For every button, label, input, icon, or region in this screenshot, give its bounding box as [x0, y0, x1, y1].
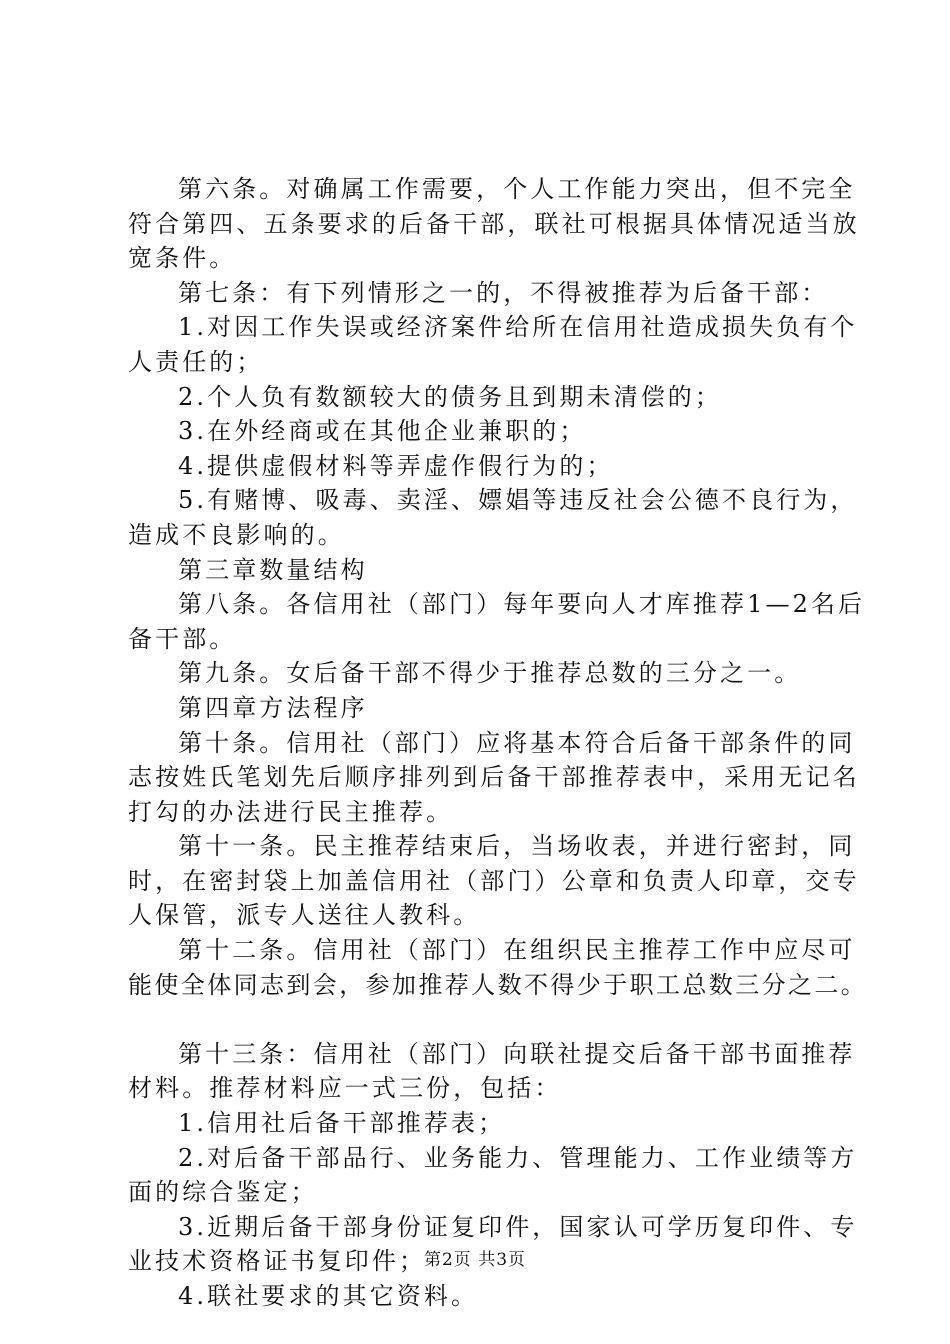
text-line: 符合第四、五条要求的后备干部，联社可根据具体情况适当放 — [128, 209, 860, 238]
text-line: 业技术资格证书复印件； — [128, 1247, 427, 1276]
text-line: 第十二条。信用社（部门）在组织民主推荐工作中应尽可 — [178, 936, 856, 965]
text-line: 第七条：有下列情形之一的，不得被推荐为后备干部： — [178, 278, 829, 307]
text-line: 打勾的办法进行民主推荐。 — [128, 797, 454, 826]
text-line: 第十三条：信用社（部门）向联社提交后备干部书面推荐 — [178, 1039, 856, 1068]
text-line: 第十条。信用社（部门）应将基本符合后备干部条件的同 — [178, 728, 856, 757]
text-line: 第十一条。民主推荐结束后，当场收表，并进行密封，同 — [178, 832, 856, 861]
text-line: 3.近期后备干部身份证复印件，国家认可学历复印件、专 — [178, 1212, 858, 1241]
text-line: 2.个人负有数额较大的债务且到期未清偿的； — [178, 382, 722, 411]
text-line: 4.联社要求的其它资料。 — [178, 1282, 479, 1310]
text-line: 3.在外经商或在其他企业兼职的； — [178, 417, 587, 446]
text-line: 第三章数量结构 — [178, 555, 368, 584]
document-body — [128, 172, 868, 1314]
text-line: 备干部。 — [128, 624, 237, 653]
text-line: 造成不良影响的。 — [128, 520, 345, 549]
text-line: 第八条。各信用社（部门）每年要向人才库推荐1—2名后 — [178, 590, 866, 619]
text-line: 能使全体同志到会，参加推荐人数不得少于职工总数三分之二。 — [128, 970, 868, 999]
page-footer: 第2页 共3页 — [423, 1250, 527, 1270]
text-line: 5.有赌博、吸毒、卖淫、嫖娼等违反社会公德不良行为， — [178, 486, 858, 515]
text-line: 材料。推荐材料应一式三份，包括： — [128, 1074, 562, 1103]
blank-line — [128, 1002, 834, 1037]
text-line: 面的综合鉴定； — [128, 1178, 318, 1207]
text-line: 时，在密封袋上加盖信用社（部门）公章和负责人印章，交专 — [128, 866, 860, 895]
text-line: 人责任的； — [128, 347, 264, 376]
text-line: 第四章方法程序 — [178, 693, 368, 722]
text-line: 2.对后备干部品行、业务能力、管理能力、工作业绩等方 — [178, 1143, 858, 1172]
text-line: 第九条。女后备干部不得少于推荐总数的三分之一。 — [178, 659, 802, 688]
text-line: 第六条。对确属工作需要，个人工作能力突出，但不完全 — [178, 175, 856, 203]
text-line: 1.信用社后备干部推荐表； — [178, 1109, 506, 1138]
text-line: 宽条件。 — [128, 244, 237, 273]
text-line: 1.对因工作失误或经济案件给所在信用社造成损失负有个 — [178, 313, 858, 342]
text-line: 人保管，派专人送往人教科。 — [128, 901, 481, 930]
text-line: 志按姓氏笔划先后顺序排列到后备干部推荐表中，采用无记名 — [128, 763, 860, 792]
text-line: 4.提供虚假材料等弄虚作假行为的； — [178, 451, 614, 480]
